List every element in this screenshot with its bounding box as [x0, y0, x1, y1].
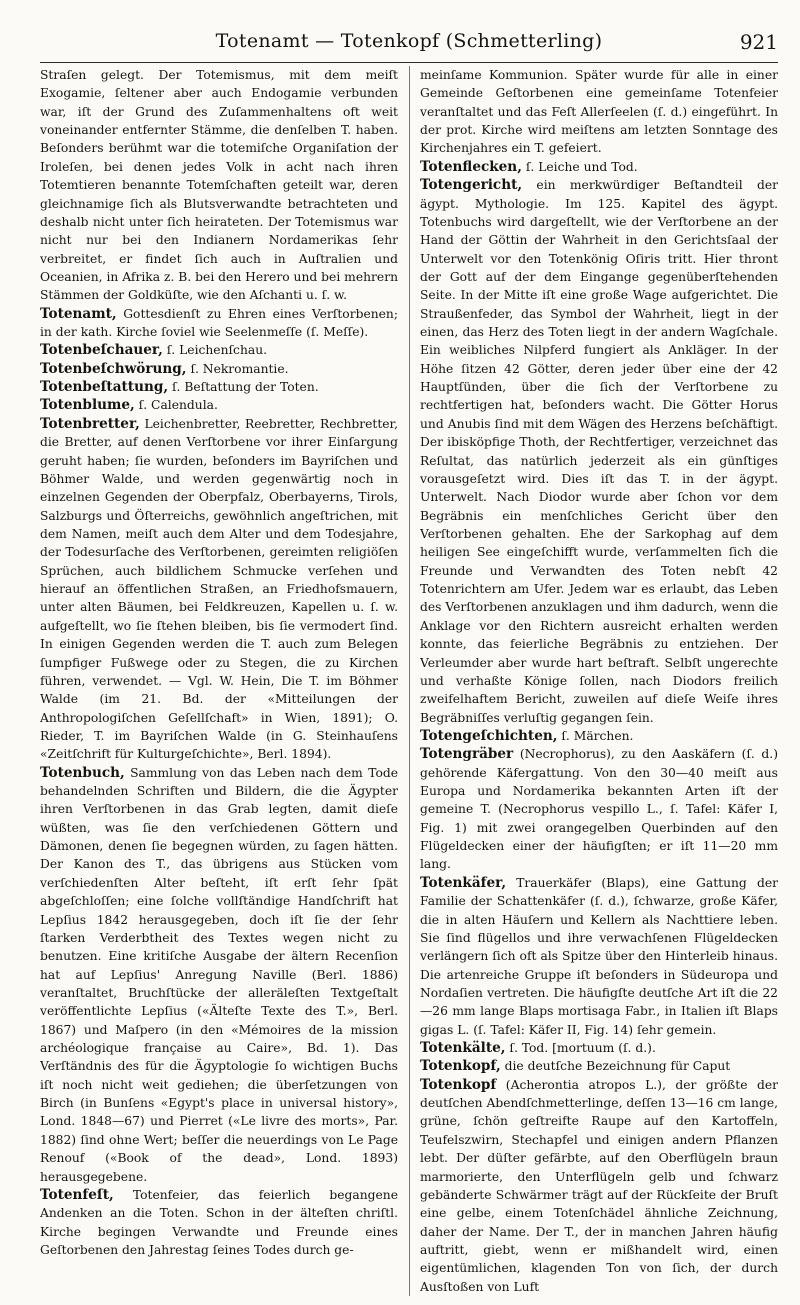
entry-text: ſ. Nekromantie. [186, 361, 289, 376]
entry-text: ſ. Leichenſchau. [162, 343, 268, 358]
entry-totengeschichten [420, 727, 778, 745]
entry-text: Leichenbretter, Reebretter, Rechbretter, die Bretter, auf denen Verſtorbene vor ihrer Einſargung geruht haben; ſie wurden, beſonders im Bayriſchen und Böhmer Walde, und werden gegenwärtig noch in einzelnen Gegenden der Oberpfalz, Oberbayerns, Tirols, Salzburgs und Öſterreichs, gewöhnlich angeſtrichen, mit dem Namen, meiſt auch dem Alter und dem Todesjahre, der Todesurſache des Verſtorbenen, gereimten religiöſen Sprüchen, auch bildlichem Schmucke verſehen und hierauf an öffentlichen Straßen, an Friedhofsmauern, unter alten Bäumen, bei Feldkreuzen, Kapellen u. ſ. w. aufgeſtellt, wo ſie ſtehen bleiben, bis ſie vermodert ſind. In einigen Gegenden werden die T. auch zum Belegen ſumpfiger Fußwege oder zu Stegen, die zu Kirchen führen, verwendet. — Vgl. W. Hein, Die T. im Böhmer Walde (im 21. Bd. der «Mitteilungen der Anthropologiſchen Geſellſchaft» in Wien, 1891); O. Rieder, T. im Bayriſchen Walde (in G. Steinhauſens «Zeitſchrift für Kulturgeſchichte», Berl. 1894). [40, 416, 398, 762]
headword: Totenkäfer, [420, 874, 507, 891]
entry-totenbeschwoerung [40, 360, 398, 378]
entry-text: ſ. Leiche und Tod. [521, 159, 638, 174]
headword: Totengräber [420, 746, 514, 763]
left-column [40, 66, 398, 1298]
headword: Totenbretter, [40, 415, 140, 432]
entry-totenkopf-schmetterling [420, 1076, 778, 1296]
headword: Totenblume, [40, 397, 135, 414]
entry-text: ſ. Tod. [mortuum (ſ. d.). [505, 1041, 656, 1056]
entry-totenkopf [420, 1057, 778, 1075]
entry-totenfest [40, 1186, 398, 1259]
headword: Totenamt, [40, 305, 117, 322]
entry-text: (Acherontia atropos L.), der größte der deutſchen Abendſchmetterlinge, deſſen 13—16 cm lange, grüne, ſchön geſtreifte Raupe auf den Kartoffeln, Teufelszwirn, Stechapfel und einigen andern Pflanzen lebt. Der düſter gefärbte, auf den Oberflügeln braun marmorierte, den Unterflügeln gelb und ſchwarz gebänderte Schwärmer trägt auf der Rückſeite der Bruſt eine gelbe, einem Totenſchädel ähnliche Zeichnung, daher der Name. Der T., der in manchen Jahren häufig auftritt, giebt, wenn er mißhandelt wird, einen eigentümlichen, klagenden Ton von ſich, der durch Ausſtoßen von Luft [420, 1077, 778, 1294]
entry-totenbeschauer [40, 341, 398, 359]
page-header [40, 28, 778, 63]
entry-totenflecken [420, 158, 778, 176]
headword: Totengericht, [420, 177, 523, 194]
headword: Totenfeſt, [40, 1186, 114, 1203]
entry-totenblume [40, 396, 398, 414]
headword: Totenflecken, [420, 158, 522, 175]
entry-totengraeber [420, 745, 778, 874]
paragraph: Straſen gelegt. Der Totemismus, mit dem meiſt Exogamie, ſeltener aber auch Endogamie verbunden war, iſt der Grund des Zuſammenhaltens oft weit voneinander entfernter Stämme, die denſelben T. haben. Beſonders berühmt war die totemiſche Organiſation der Iroleſen, bei denen jedes Volk in acht nach ihren Totemtieren benannte Totemſchaften geteilt war, deren gleichnamige ſich als Blutsverwandte betrachteten und deshalb nicht unter ſich heirateten. Der Totemismus war nicht nur bei den Indianern Nordamerikas ſehr verbreitet, er findet ſich auch in Auſtralien und Oceanien, in Afrika z. B. bei den Herero und bei mehrern Stämmen der Goldküſte, wie den Aſchanti u. ſ. w. [40, 68, 398, 303]
entry-text: Totenfeier, das feierlich begangene Andenken an die Toten. Schon in der älteſten chriſtl. Kirche begingen Verwandte und Freunde eines Geſtorbenen den Jahrestag ſeines Todes durch ge- [40, 1187, 398, 1257]
entry-text: (Necrophorus), zu den Aaskäfern (ſ. d.) gehörende Käfergattung. Von den 30—40 meiſt aus Europa und Nordamerika bekannten Arten iſt der gemeine T. (Necrophorus vespillo L., ſ. Tafel: Käfer I, Fig. 1) mit zwei orangegelben Querbinden auf den Flügeldecken einer der häufigſten; er iſt 11—20 mm lang. [420, 747, 778, 872]
headword: Totengeſchichten, [420, 727, 558, 744]
paragraph: meinſame Kommunion. Später wurde für alle in einer Gemeinde Geſtorbenen eine gemeinſame Totenfeier veranſtaltet und das Feſt Allerſeelen (ſ. d.) eingeführt. In der prot. Kirche wird meiſtens am letzten Sonntage des Kirchenjahres ein T. gefeiert. [420, 68, 778, 156]
entry-totenbuch [40, 764, 398, 1186]
headword: Totenkälte, [420, 1040, 506, 1057]
entry-text: die deutſche Bezeichnung für Caput [500, 1059, 731, 1074]
page-number: 921 [739, 30, 778, 54]
running-head: Totenamt — Totenkopf (Schmetterling) [215, 30, 603, 52]
right-column [420, 66, 778, 1298]
headword: Totenbeſchwörung, [40, 360, 187, 377]
headword: Totenbeſtattung, [40, 379, 169, 396]
entry-text: Trauerkäfer (Blaps), eine Gattung der Familie der Schattenkäfer (ſ. d.), ſchwarze, große Käfer, die in alten Häuſern und Kellern als Nachttiere leben. Sie ſind flügellos und ihre verwachſenen Flügeldecken verlängern ſich oft als Spitze über den Hinterleib hinaus. Die artenreiche Gruppe iſt beſonders in Südeuropa und Nordaſien vertreten. Die häufigſte deutſche Art iſt die 22—26 mm lange Blaps mortisaga Fabr., in Italien iſt Blaps gigas L. (ſ. Tafel: Käfer II, Fig. 14) ſehr gemein. [420, 875, 778, 1037]
entry-text: ſ. Märchen. [557, 728, 634, 743]
headword: Totenkopf, [420, 1058, 501, 1075]
entry-totenkaelte [420, 1039, 778, 1057]
entry-text: ſ. Calendula. [134, 398, 218, 413]
entry-totenbretter [40, 415, 398, 764]
entry-totenamt [40, 305, 398, 342]
entry-text: ſ. Beſtattung der Toten. [168, 380, 319, 395]
headword: Totenbeſchauer, [40, 342, 163, 359]
entry-totenkaefer [420, 874, 778, 1039]
headword: Totenkopf [420, 1076, 497, 1093]
headword: Totenbuch, [40, 764, 125, 781]
entry-totengericht [420, 176, 778, 727]
entry-text: Gottesdienſt zu Ehren eines Verſtorbenen; in der kath. Kirche ſoviel wie Seelenmeſſe (ſ. Meſſe). [40, 306, 398, 340]
entry-text: ein merkwürdiger Beſtandteil der ägypt. Mythologie. Im 125. Kapitel des ägypt. Totenbuchs wird dargeſtellt, wie der Verſtorbene an der Hand der Göttin der Wahrheit in den Gerichtsſaal der Unterwelt vor den Totenkönig Oſiris tritt. Hier thront der Gott auf der dem Eingange gegenüberſtehenden Seite. In der Mitte iſt eine große Wage aufgerichtet. Die Straußenfeder, das Symbol der Wahrheit, liegt in der einen, das Herz des Toten liegt in der andern Wagſchale. Ein weibliches Nilpferd fungiert als Ankläger. In der Höhe ſitzen 42 Götter, deren jeder über eine der 42 Hauptſünden, über die ſich der Verſtorbene zu rechtfertigen hat, beſonders wacht. Die Götter Horus und Anubis ſind mit dem Wägen des Herzens beſchäftigt. Der ibisköpfige Thoth, der Rechtfertiger, verzeichnet das Reſultat, das natürlich jederzeit als ein günſtiges vorausgeſetzt wird. Dies iſt das T. in der ägypt. Unterwelt. Nach Diodor wurde aber ſchon vor dem Begräbnis ein menſchliches Gericht über den Verſtorbenen gehalten. Ehe der Sarkophag auf dem heiligen See eingeſchifft wurde, verſammelten ſich die Freunde und Verwandten des Toten nebſt 42 Totenrichtern am Ufer. Jedem war es erlaubt, das Leben des Verſtorbenen anzuklagen und ihm dadurch, wenn die Anklage vor den Richtern ausreicht erhalten werden konnte, das feierliche Begräbnis zu entziehen. Der Verleumder aber wurde hart beſtraft. Selbſt ungerechte und verhaßte Könige ſollen, nach Diodors freilich zweifelhaftem Bericht, zuweilen auf dieſe Weiſe ihres Begräbniſſes verluſtig gegangen ſein. [420, 178, 778, 725]
column-divider [409, 66, 410, 1296]
entry-text: Sammlung von das Leben nach dem Tode behandelnden Schriften und Bildern, die die Ägypter ihren Verſtorbenen in das Grab legten, damit dieſe wüßten, was ſie den verſchiedenen Göttern und Dämonen, denen ſie begegnen würden, zu ſagen hätten. Der Kanon des T., das übrigens aus Stücken vom verſchiedenſten Alter beſteht, iſt erſt ſehr ſpät abgeſchloſſen; eine ſolche vollſtändige Handſchrift hat Lepſius 1842 herausgegeben, doch iſt ſie der ſehr ſtarken Verderbtheit des Textes wegen nicht zu benutzen. Eine kritiſche Ausgabe der ältern Recenſion hat auf Lepſius' Anregung Naville (Berl. 1886) veranſtaltet, Bruchſtücke der alleräleſten Textgeſtalt veröffentlichte Lepſius («Älteſte Texte des T.», Berl. 1867) und Maſpero (in den «Mémoires de la mission archéologique française au Caire», Bd. 1). Das Verſtändnis des für die Ägyptologie ſo wichtigen Buchs iſt noch nicht weit gediehen; die überſetzungen von Birch (in Bunſens «Egypt's place in universal history», Lond. 1848—67) und Pierret («Le livre des morts», Par. 1882) ſind ohne Wert; beſſer die neuerdings von Le Page Renouf («Book of the dead», Lond. 1893) herausgegebene. [40, 765, 398, 1184]
entry-totenbestattung [40, 378, 398, 396]
